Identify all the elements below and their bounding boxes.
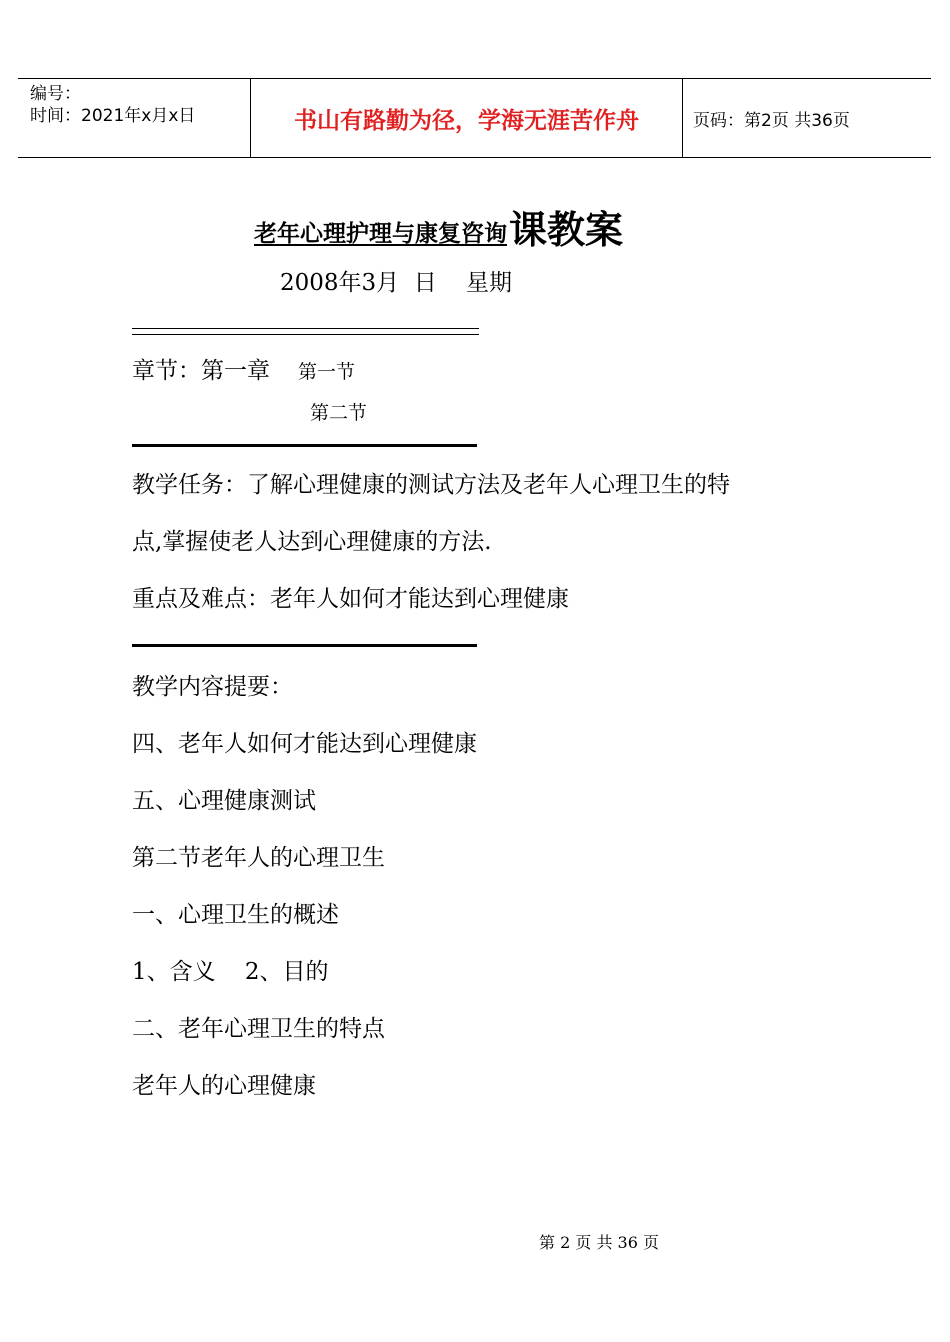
content-item: 1、含义 2、目的	[132, 959, 329, 985]
time-label: 时间：2021年x月x日	[30, 106, 196, 126]
date-line: 2008年3月 日 星期	[280, 270, 513, 296]
number-label: 编号：	[30, 84, 81, 104]
header-divider	[682, 79, 683, 157]
content-item: 四、老年人如何才能达到心理健康	[132, 731, 477, 757]
content-item: 第二节老年人的心理卫生	[132, 845, 385, 871]
header-motto: 书山有路勤为径，学海无涯苦作舟	[294, 107, 639, 134]
section-second: 第二节	[310, 402, 368, 424]
double-rule	[132, 328, 479, 335]
page-header	[18, 78, 931, 158]
chapter-label: 章节：第一章	[132, 358, 270, 384]
key-points: 重点及难点：老年人如何才能达到心理健康	[132, 586, 569, 612]
header-page-info: 页码：第2页 共36页	[693, 110, 850, 131]
chapter-line	[132, 352, 355, 385]
content-item: 一、心理卫生的概述	[132, 902, 339, 928]
title-main: 课教案	[509, 208, 624, 252]
content-heading: 教学内容提要：	[132, 674, 293, 700]
task-line-2: 点,掌握使老人达到心理健康的方法.	[132, 529, 492, 555]
document-title	[254, 198, 623, 254]
task-line-1: 教学任务：了解心理健康的测试方法及老年人心理卫生的特	[132, 472, 730, 498]
page-footer: 第 2 页 共 36 页	[539, 1233, 659, 1252]
content-item: 老年人的心理健康	[132, 1073, 316, 1099]
section-first: 第一节	[298, 361, 356, 383]
section-rule	[132, 644, 477, 647]
header-meta	[30, 83, 195, 127]
content-item: 五、心理健康测试	[132, 788, 316, 814]
section-rule	[132, 444, 477, 447]
course-name: 老年心理护理与康复咨询	[254, 221, 507, 247]
content-item: 二、老年心理卫生的特点	[132, 1016, 385, 1042]
